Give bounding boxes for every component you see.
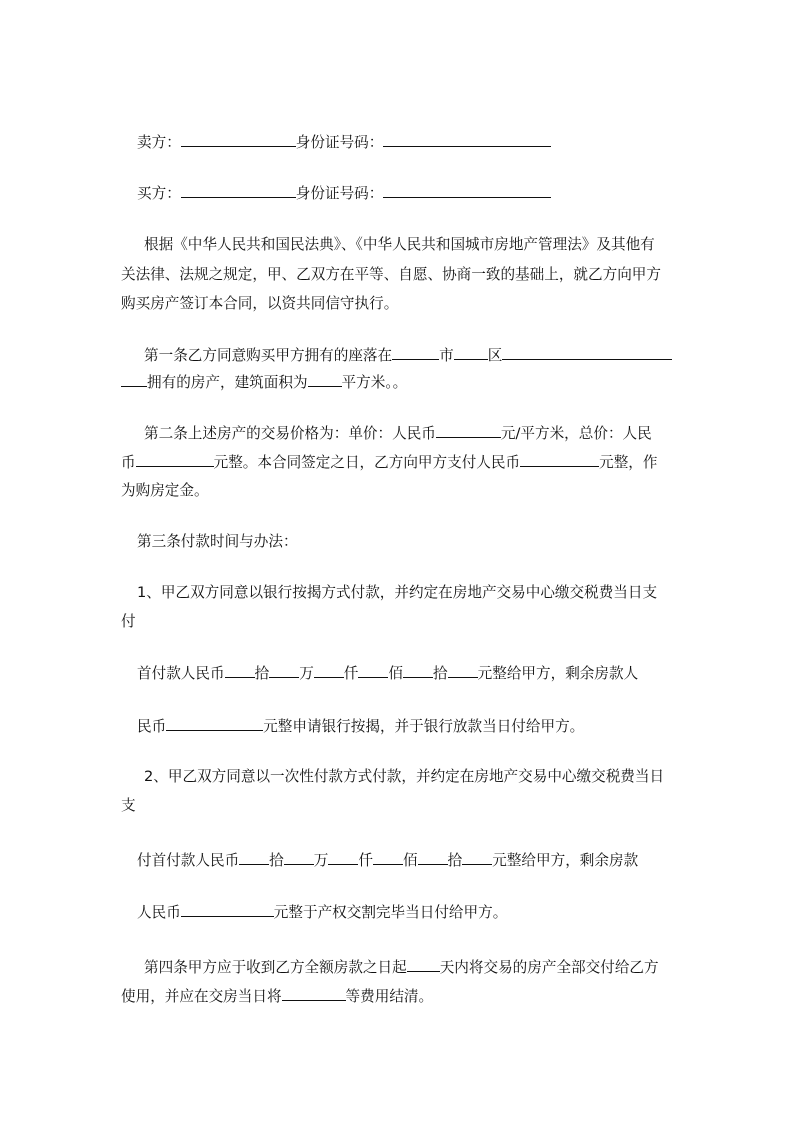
article1-line-2 — [121, 372, 407, 393]
unit-bai: 佰 — [388, 665, 404, 682]
article3-item2-line-2: 支 — [121, 797, 136, 814]
bai-blank-2[interactable] — [373, 850, 403, 865]
unit-shi-2: 拾 — [433, 665, 448, 682]
unit-shi: 拾 — [254, 665, 270, 682]
full-remaining-label: 人民币 — [137, 904, 181, 921]
article2-line-3: 为购房定金。 — [121, 482, 209, 499]
article4-line-2 — [121, 986, 433, 1007]
address-blank-cont[interactable] — [121, 372, 147, 387]
shi-blank[interactable] — [403, 663, 433, 678]
article3-item1-line-2: 付 — [121, 613, 136, 630]
district-blank[interactable] — [454, 345, 488, 360]
buyer-id-blank[interactable] — [383, 183, 551, 198]
article4-text-2: 天内将交易的房产全部交付给乙方 — [439, 959, 659, 976]
unit-wan: 万 — [299, 665, 314, 682]
yuan-blank-2[interactable] — [462, 850, 492, 865]
full-down-payment-label: 付首付款人民币 — [137, 852, 240, 869]
article1-text-3: 平方米。。 — [341, 374, 408, 391]
remaining-label: 民币 — [137, 718, 167, 735]
shi-wan-blank-2[interactable] — [239, 850, 269, 865]
unit-price-blank[interactable] — [436, 423, 501, 438]
deposit-blank[interactable] — [520, 452, 599, 467]
yuan-blank[interactable] — [448, 663, 478, 678]
article3-item2-line-1: 2、甲乙双方同意以一次性付款方式付款，并约定在房地产交易中心缴交税费当日 — [144, 768, 665, 785]
article3-title: 第三条付款时间与办法： — [137, 533, 298, 550]
article2-line-1 — [144, 423, 652, 444]
article2-text-2: 元/平方米，总价：人民 — [500, 425, 652, 442]
full-remaining-suffix: 元整于产权交割完毕当日付给甲方。 — [273, 904, 508, 921]
area-blank[interactable] — [308, 372, 342, 387]
wan-blank[interactable] — [269, 663, 299, 678]
article1-line-1 — [144, 345, 672, 366]
down-payment-label: 首付款人民币 — [137, 665, 225, 682]
seller-name-blank[interactable] — [181, 132, 296, 147]
preamble-line-3: 购买房产签订本合同，以资共同信守执行。 — [121, 295, 399, 312]
unit-shi-4: 拾 — [447, 852, 463, 869]
full-down-payment-suffix: 元整给甲方，剩余房款 — [492, 852, 639, 869]
wan-blank-2[interactable] — [284, 850, 314, 865]
article4-line-1 — [144, 957, 659, 978]
buyer-id-label: 身份证号码： — [295, 185, 384, 202]
unit-wan-2: 万 — [313, 852, 329, 869]
article2-line-2 — [121, 452, 657, 473]
article1-text: 第一条乙方同意购买甲方拥有的座落在 — [144, 347, 393, 364]
article4-text-3: 使用，并应在交房当日将 — [121, 988, 282, 1005]
buyer-line — [137, 183, 551, 204]
bai-blank[interactable] — [358, 663, 388, 678]
unit-bai-2: 佰 — [403, 852, 418, 869]
qian-blank[interactable] — [314, 663, 344, 678]
down-payment-suffix: 元整给甲方，剩余房款人 — [477, 665, 639, 682]
article4-text-4: 等费用结清。 — [345, 988, 434, 1005]
article1-text-2: 拥有的房产，建筑面积为 — [147, 374, 308, 391]
article3-item1-line-4 — [137, 716, 584, 737]
unit-qian-2: 仟 — [358, 852, 373, 869]
full-remaining-blank[interactable] — [181, 902, 274, 917]
article3-item1-line-1: 1、甲乙双方同意以银行按揭方式付款，并约定在房地产交易中心缴交税费当日支 — [137, 584, 658, 601]
article3-item2-line-4 — [137, 902, 507, 923]
fees-blank[interactable] — [282, 986, 346, 1001]
unit-shi-3: 拾 — [269, 852, 284, 869]
article2-text-3: 币 — [121, 454, 136, 471]
article2-text: 第二条上述房产的交易价格为：单价：人民币 — [144, 425, 436, 442]
article3-item2-line-3 — [137, 850, 638, 871]
city-blank[interactable] — [392, 345, 439, 360]
days-blank[interactable] — [407, 957, 440, 972]
seller-id-blank[interactable] — [383, 132, 551, 147]
city-label: 市 — [439, 347, 454, 364]
article3-item1-line-3 — [137, 663, 638, 684]
remaining-suffix: 元整申请银行按揭，并于银行放款当日付给甲方。 — [263, 718, 585, 735]
article2-text-5: 元整，作 — [599, 454, 658, 471]
article4-text: 第四条甲方应于收到乙方全额房款之日起 — [144, 959, 407, 976]
shi-wan-blank[interactable] — [225, 663, 255, 678]
district-label: 区 — [487, 347, 503, 364]
unit-qian: 仟 — [343, 665, 359, 682]
qian-blank-2[interactable] — [328, 850, 358, 865]
seller-line — [137, 132, 551, 153]
article2-text-4: 元整。本合同签定之日，乙方向甲方支付人民币 — [213, 454, 521, 471]
seller-label: 卖方： — [137, 134, 181, 151]
preamble-line-1: 根据《中华人民共和国民法典》、《中华人民共和国城市房地产管理法》及其他有 — [144, 236, 655, 253]
seller-id-label: 身份证号码： — [295, 134, 384, 151]
buyer-name-blank[interactable] — [181, 183, 296, 198]
preamble-line-2: 关法律、法规之规定，甲、乙双方在平等、自愿、协商一致的基础上，就乙方向甲方 — [121, 266, 661, 283]
shi-blank-2[interactable] — [418, 850, 448, 865]
buyer-label: 买方： — [137, 185, 181, 202]
total-price-blank[interactable] — [136, 452, 214, 467]
address-blank[interactable] — [502, 345, 672, 360]
remaining-amount-blank[interactable] — [166, 716, 263, 731]
